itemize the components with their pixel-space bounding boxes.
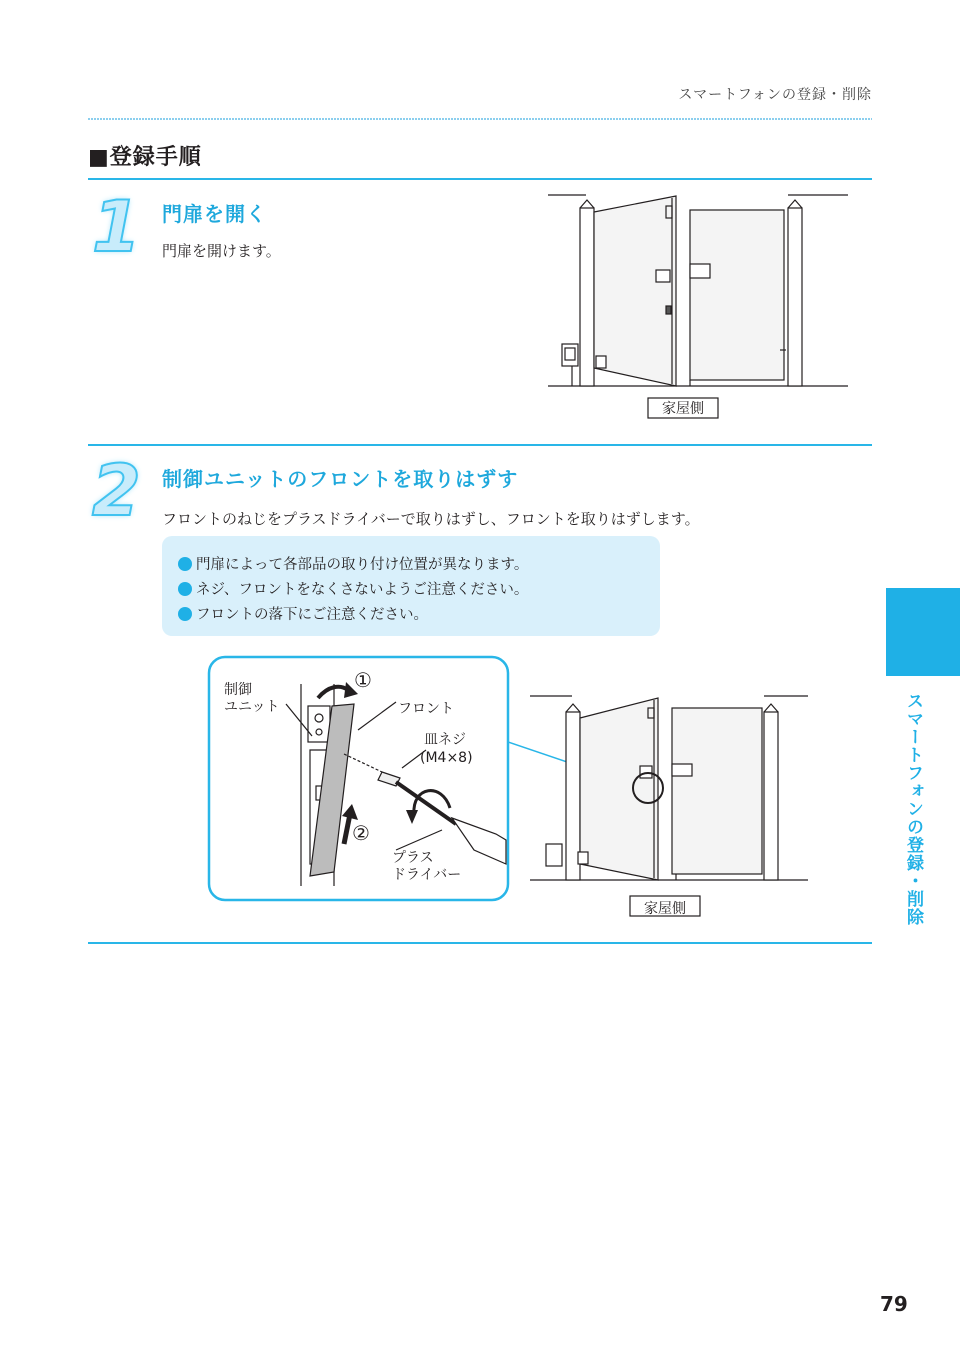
front-removal-figure: [206, 654, 818, 924]
svg-text:ドライバー: ドライバー: [392, 867, 462, 883]
bullet-icon: [178, 607, 192, 621]
svg-text:(M4×8): (M4×8): [420, 750, 473, 766]
figure2-caption: 家屋側: [644, 901, 686, 917]
step1-title: 門扉を開く: [162, 202, 267, 226]
svg-text:①: ①: [354, 668, 372, 692]
bullet-icon: [178, 582, 192, 596]
step1-number: 1: [92, 186, 141, 268]
running-header: スマートフォンの登録・削除: [678, 87, 872, 103]
step2-top-rule: [88, 444, 872, 446]
step1-top-rule: [88, 178, 872, 180]
svg-text:②: ②: [352, 821, 370, 845]
bullet-icon: [178, 557, 192, 571]
caution-item: 門扉によって各部品の取り付け位置が異なります。: [178, 553, 528, 574]
page-number: 79: [880, 1292, 908, 1316]
svg-text:ユニット: ユニット: [224, 699, 280, 715]
figure1-caption: 家屋側: [662, 401, 704, 417]
gate-open-figure: [548, 190, 848, 422]
section-title: ■登録手順: [88, 145, 202, 170]
chapter-tab-label: スマートフォンの登録・削除: [903, 692, 923, 926]
step2-number: 2: [92, 450, 141, 532]
svg-text:皿ネジ: 皿ネジ: [424, 732, 466, 748]
step2-bottom-rule: [88, 942, 872, 944]
step1-text: 門扉を開けます。: [162, 242, 281, 260]
caution-item: フロントの落下にご注意ください。: [178, 603, 428, 624]
step2-title: 制御ユニットのフロントを取りはずす: [162, 467, 519, 491]
svg-text:制御: 制御: [224, 682, 252, 698]
header-dotted-rule: [88, 116, 872, 122]
caution-item: ネジ、フロントをなくさないようご注意ください。: [178, 578, 528, 599]
svg-text:プラス: プラス: [392, 850, 434, 866]
svg-text:フロント: フロント: [398, 701, 454, 717]
chapter-tab: [886, 588, 960, 676]
step2-text: フロントのねじをプラスドライバーで取りはずし、フロントを取りはずします。: [162, 510, 700, 528]
